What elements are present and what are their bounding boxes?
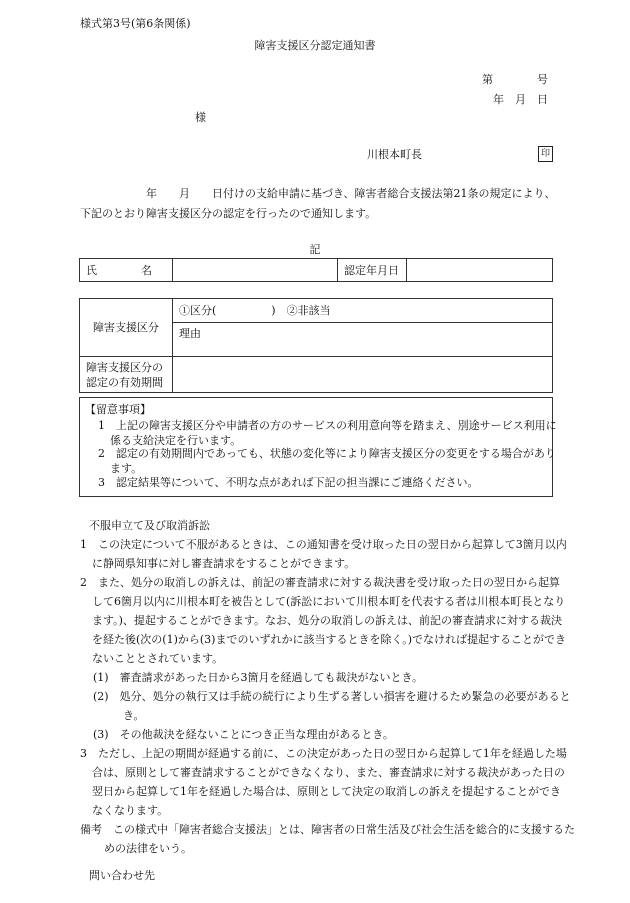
certification-date-field[interactable]	[407, 259, 553, 282]
remarks-note: 備考 この様式中「障害者総合支援法」とは、障害者の日常生活及び社会生活を総合的に支援するための法律をいう。	[80, 823, 575, 855]
addressee-suffix: 様	[195, 111, 206, 124]
document-title: 障害支援区分認定通知書	[254, 39, 376, 52]
contact-label: 問い合わせ先	[89, 869, 155, 882]
seal-mark: 印	[538, 146, 553, 162]
appeal-sub-3: (3) その他裁決を経ないことにつき正当な理由があるとき。	[93, 728, 394, 741]
category-table	[79, 298, 553, 393]
form-number: 様式第3号(第6条関係)	[80, 17, 191, 30]
category-label: 障害支援区分	[80, 299, 173, 357]
issue-date: 年 月 日	[493, 93, 548, 106]
name-label: 氏 名	[80, 259, 173, 282]
name-field[interactable]	[173, 259, 338, 282]
notice-item-1: 1 上記の障害支援区分や申請者の方のサービスの利用意向等を踏まえ、別途サービス利用に係る支給決定を行います。	[98, 419, 557, 447]
reason-field[interactable]	[173, 323, 553, 357]
validity-label-line1: 障害支援区分の	[86, 360, 163, 374]
category-options[interactable]: ①区分( ) ②非該当	[173, 299, 553, 323]
notice-item-2: 2 認定の有効期間内であっても、状態の変化等により障害支援区分の変更をする場合があります。	[98, 447, 556, 475]
appeal-heading: 不服申立て及び取消訴訟	[89, 519, 210, 532]
issuer-name: 川根本町長	[367, 148, 422, 161]
appeal-paragraph-1: 1 この決定について不服があるときは、この通知書を受け取った日の翌日から起算して3箇月以内に静岡県知事に対し審査請求をすることができます。	[80, 538, 567, 570]
validity-period-field[interactable]	[173, 357, 553, 393]
validity-label-line2: 認定の有効期間	[86, 375, 163, 389]
name-table	[79, 258, 553, 282]
appeal-sub-1: (1) 審査請求があった日から3箇月を経過しても裁決がないとき。	[93, 671, 424, 684]
appeal-sub-2: (2) 処分、処分の執行又は手続の続行により生ずる著しい損害を避けるため緊急の必要があるとき。	[93, 690, 571, 722]
validity-period-label	[80, 357, 173, 393]
appeal-paragraph-3: 3 ただし、上記の期間が経過する前に、この決定があった日の翌日から起算して1年を経過した場合は、原則として審査請求することができなくなり、また、審査請求に対する裁決があった日の翌日から起算して1年を経過した場合は、原則として決定の取消しの訴えを提起することができなくなります。	[80, 747, 567, 817]
reason-label: 理由	[179, 327, 201, 340]
ki-heading: 記	[309, 243, 321, 256]
body-paragraph: 年 月 日付けの支給申請に基づき、障害者総合支援法第21条の規定により、下記のとおり障害支援区分の認定を行ったので通知します。	[80, 187, 556, 220]
notice-item-3: 3 認定結果等について、不明な点があれば下記の担当課にご連絡ください。	[98, 476, 479, 489]
document-number: 第 号	[482, 73, 548, 86]
notice-box	[79, 397, 557, 497]
notice-heading: 【留意事項】	[85, 403, 151, 416]
appeal-paragraph-2: 2 また、処分の取消しの訴えは、前記の審査請求に対する裁決書を受け取った日の翌日から起算して6箇月以内に川根本町を被告として(訴訟において川根本町を代表する者は川根本町長となります。)、提起することができます。なお、処分の取消しの訴えは、前記の審査請求に対する裁決を経た後(次の(1)から(3)までのいずれかに該当するときを除く。)でなければ提起することができないこととされています。	[80, 576, 567, 665]
certification-date-label: 認定年月日	[338, 259, 407, 282]
